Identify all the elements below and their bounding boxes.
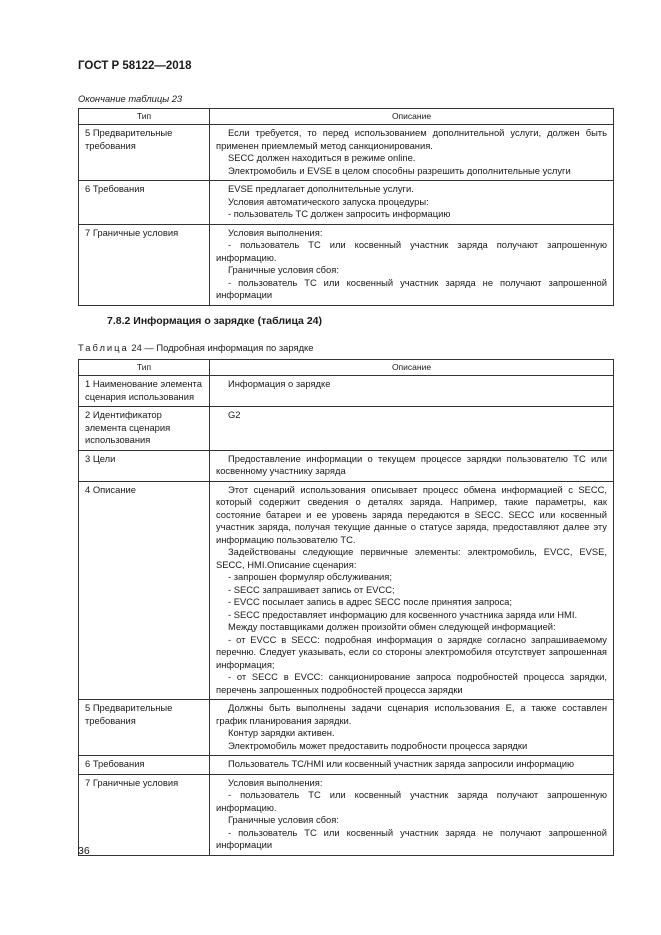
desc-line: Условия автоматического запуска процедуры: <box>228 195 429 207</box>
table-row <box>79 376 614 407</box>
desc-line: Контур зарядки активен. <box>228 727 335 738</box>
table-24 <box>78 359 614 856</box>
row-description <box>210 224 614 305</box>
desc-line: - пользователь ТС или косвенный участник заряда получают запрошенную информацию. <box>216 239 607 263</box>
desc-line: - EVCC посылает запись в адрес SECC после принятия запроса; <box>228 596 513 607</box>
table-row <box>79 774 614 855</box>
row-type: 7 Граничные условия <box>79 774 210 855</box>
row-type: 4 Описание <box>79 481 210 700</box>
row-description <box>210 376 614 407</box>
desc-line: - пользователь ТС или косвенный участник заряда получают запрошенную информацию. <box>216 789 607 813</box>
row-type: 2 Идентификатор элемента сценария использования <box>79 407 210 451</box>
desc-line: Задействованы следующие первичные элементы: электромобиль, EVCC, EVSE, SECC, HMI.Описание сценария: <box>216 546 607 570</box>
row-description <box>210 700 614 756</box>
table-row <box>79 125 614 181</box>
row-description <box>210 125 614 181</box>
desc-line: Если требуется, то перед использованием дополнительной услуги, должен быть применен приемлемый метод санкционирования. <box>216 127 607 151</box>
desc-line: G2 <box>228 409 241 420</box>
page-number: 36 <box>78 845 90 857</box>
column-header-description: Описание <box>210 109 614 125</box>
desc-line: - SECC предоставляет информацию для косвенного участника заряда или HMI. <box>228 608 578 620</box>
desc-line: Должны быть выполнены задачи сценария использования Е, а также составлен график планирования зарядки. <box>216 702 607 726</box>
table23-header-row <box>79 109 614 125</box>
desc-line: - запрошен формуляр обслуживания; <box>228 571 392 582</box>
desc-line: Пользователь ТС/HMI или косвенный участник заряда запросили информацию <box>228 758 574 769</box>
desc-line: Этот сценарий использования описывает процесс обмена информацией с SECC, который содержит сведения о деталях заряда. Например, такие параметры, как состояние батареи и ее уровень заряда передаются в SECC. SECC или косвенный участник заряда, получая текущие данные о статусе заряда, предоставляют далее эту информацию пользователю ТС. <box>216 483 607 545</box>
row-description <box>210 756 614 775</box>
table-23 <box>78 108 614 306</box>
row-description <box>210 481 614 700</box>
table-caption-label: Таблица <box>78 342 129 353</box>
desc-line: - SECC запрашивает запись от EVCC; <box>228 583 395 595</box>
table-row <box>79 407 614 451</box>
table23-caption: Окончание таблицы 23 <box>78 93 183 104</box>
desc-line: Электромобиль может предоставить подробности процесса зарядки <box>228 739 528 751</box>
row-type: 6 Требования <box>79 181 210 225</box>
table-row <box>79 756 614 775</box>
desc-line: - пользователь ТС должен запросить информацию <box>228 208 451 219</box>
table-row <box>79 450 614 481</box>
row-type: 3 Цели <box>79 450 210 481</box>
desc-line: Между поставщиками должен произойти обмен следующей информацией: <box>228 621 556 632</box>
table-row <box>79 700 614 756</box>
row-type: 5 Предварительные требования <box>79 700 210 756</box>
table-caption-text: 24 — Подробная информация по зарядке <box>128 342 314 353</box>
row-type: 6 Требования <box>79 756 210 775</box>
column-header-type: Тип <box>79 360 210 376</box>
column-header-type: Тип <box>79 109 210 125</box>
section-heading: 7.8.2 Информация о зарядке (таблица 24) <box>107 315 322 327</box>
table-row <box>79 481 614 700</box>
table-row <box>79 181 614 225</box>
desc-line: Граничные условия сбоя: <box>228 264 339 275</box>
document-title: ГОСТ Р 58122—2018 <box>78 60 192 72</box>
desc-line: Электромобиль и EVSE в целом способны разрешить дополнительные услуги <box>228 164 571 176</box>
desc-line: - от EVCC в SECC: подробная информация о зарядке согласно запрашиваемому перечню. Следует указывать, если со стороны электромобиля отсутствует запрошенная информация; <box>216 633 607 670</box>
row-description <box>210 407 614 451</box>
desc-line: - пользователь ТС или косвенный участник заряда не получают запрошенной информации <box>216 826 607 850</box>
column-header-description: Описание <box>210 360 614 376</box>
row-description <box>210 450 614 481</box>
row-type: 5 Предварительные требования <box>79 125 210 181</box>
desc-line: Условия выполнения: <box>228 776 323 788</box>
row-description <box>210 774 614 855</box>
desc-line: Граничные условия сбоя: <box>228 814 339 825</box>
desc-line: Предоставление информации о текущем процессе зарядки пользователю ТС или косвенному участнику заряда <box>216 452 607 476</box>
row-type: 7 Граничные условия <box>79 224 210 305</box>
table24-header-row <box>79 360 614 376</box>
desc-line: - от SECC в EVCC: санкционирование запроса подробностей процесса зарядки, перечень запрошенных подробностей процесса зарядки <box>216 671 607 695</box>
desc-line: Условия выполнения: <box>228 226 323 238</box>
table-row <box>79 224 614 305</box>
desc-line: SECC должен находиться в режиме online. <box>228 152 416 163</box>
desc-line: Информация о зарядке <box>228 378 331 389</box>
row-description <box>210 181 614 225</box>
table24-caption <box>78 342 313 353</box>
desc-line: EVSE предлагает дополнительные услуги. <box>228 183 414 194</box>
row-type: 1 Наименование элемента сценария использования <box>79 376 210 407</box>
desc-line: - пользователь ТС или косвенный участник заряда не получают запрошенной информации <box>216 276 607 300</box>
